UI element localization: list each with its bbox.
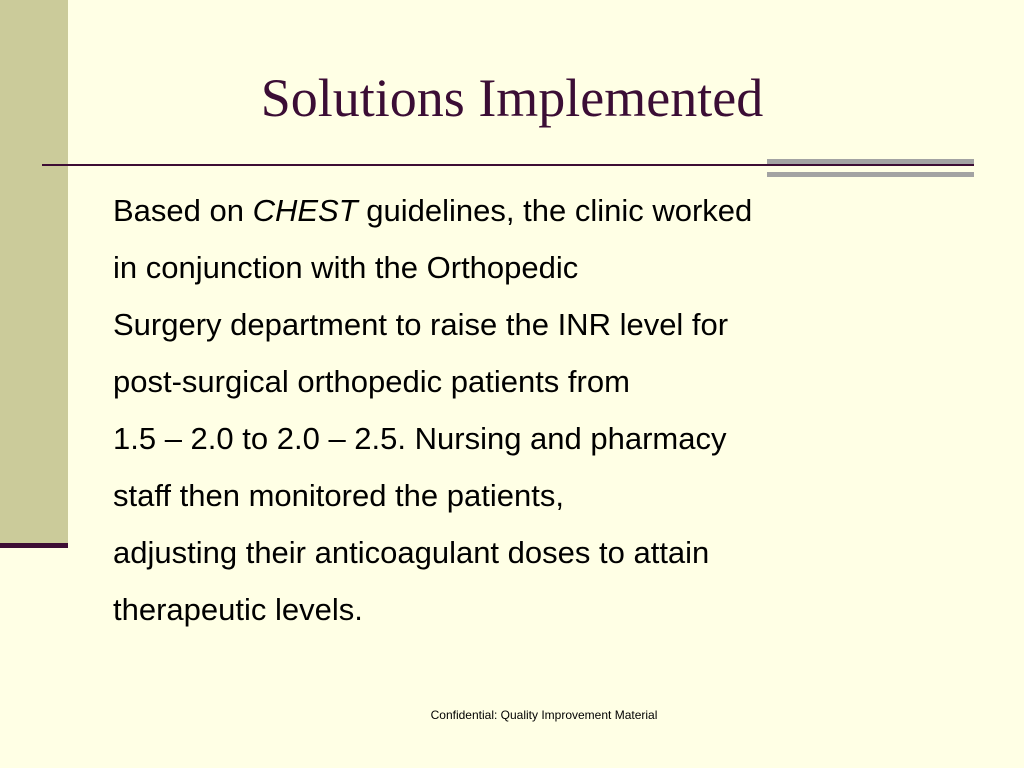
title-divider (42, 164, 974, 166)
slide-title: Solutions Implemented (260, 68, 764, 128)
body-line-1-start: Based on (113, 193, 253, 228)
body-line-6: staff then monitored the patients, (113, 478, 564, 513)
chest-emphasis: CHEST (252, 193, 358, 228)
body-line-7: adjusting their anticoagulant doses to attain (113, 535, 710, 570)
body-line-8: therapeutic levels. (113, 592, 363, 627)
body-line-4: post-surgical orthopedic patients from (113, 364, 630, 399)
footer-confidential-note: Confidential: Quality Improvement Material (430, 708, 658, 722)
decorative-gray-bar-bottom (767, 172, 974, 177)
body-line-1 (113, 182, 993, 239)
decorative-gray-bar-top (767, 159, 974, 164)
body-line-2: in conjunction with the Orthopedic (113, 250, 579, 285)
slide-body-text (113, 182, 993, 638)
sidebar-accent-line (0, 543, 68, 548)
body-line-5: 1.5 – 2.0 to 2.0 – 2.5. Nursing and pharmacy (113, 421, 727, 456)
sidebar-decoration (0, 0, 68, 543)
body-line-3: Surgery department to raise the INR level for (113, 307, 729, 342)
body-line-1-end: guidelines, the clinic worked (357, 193, 753, 228)
